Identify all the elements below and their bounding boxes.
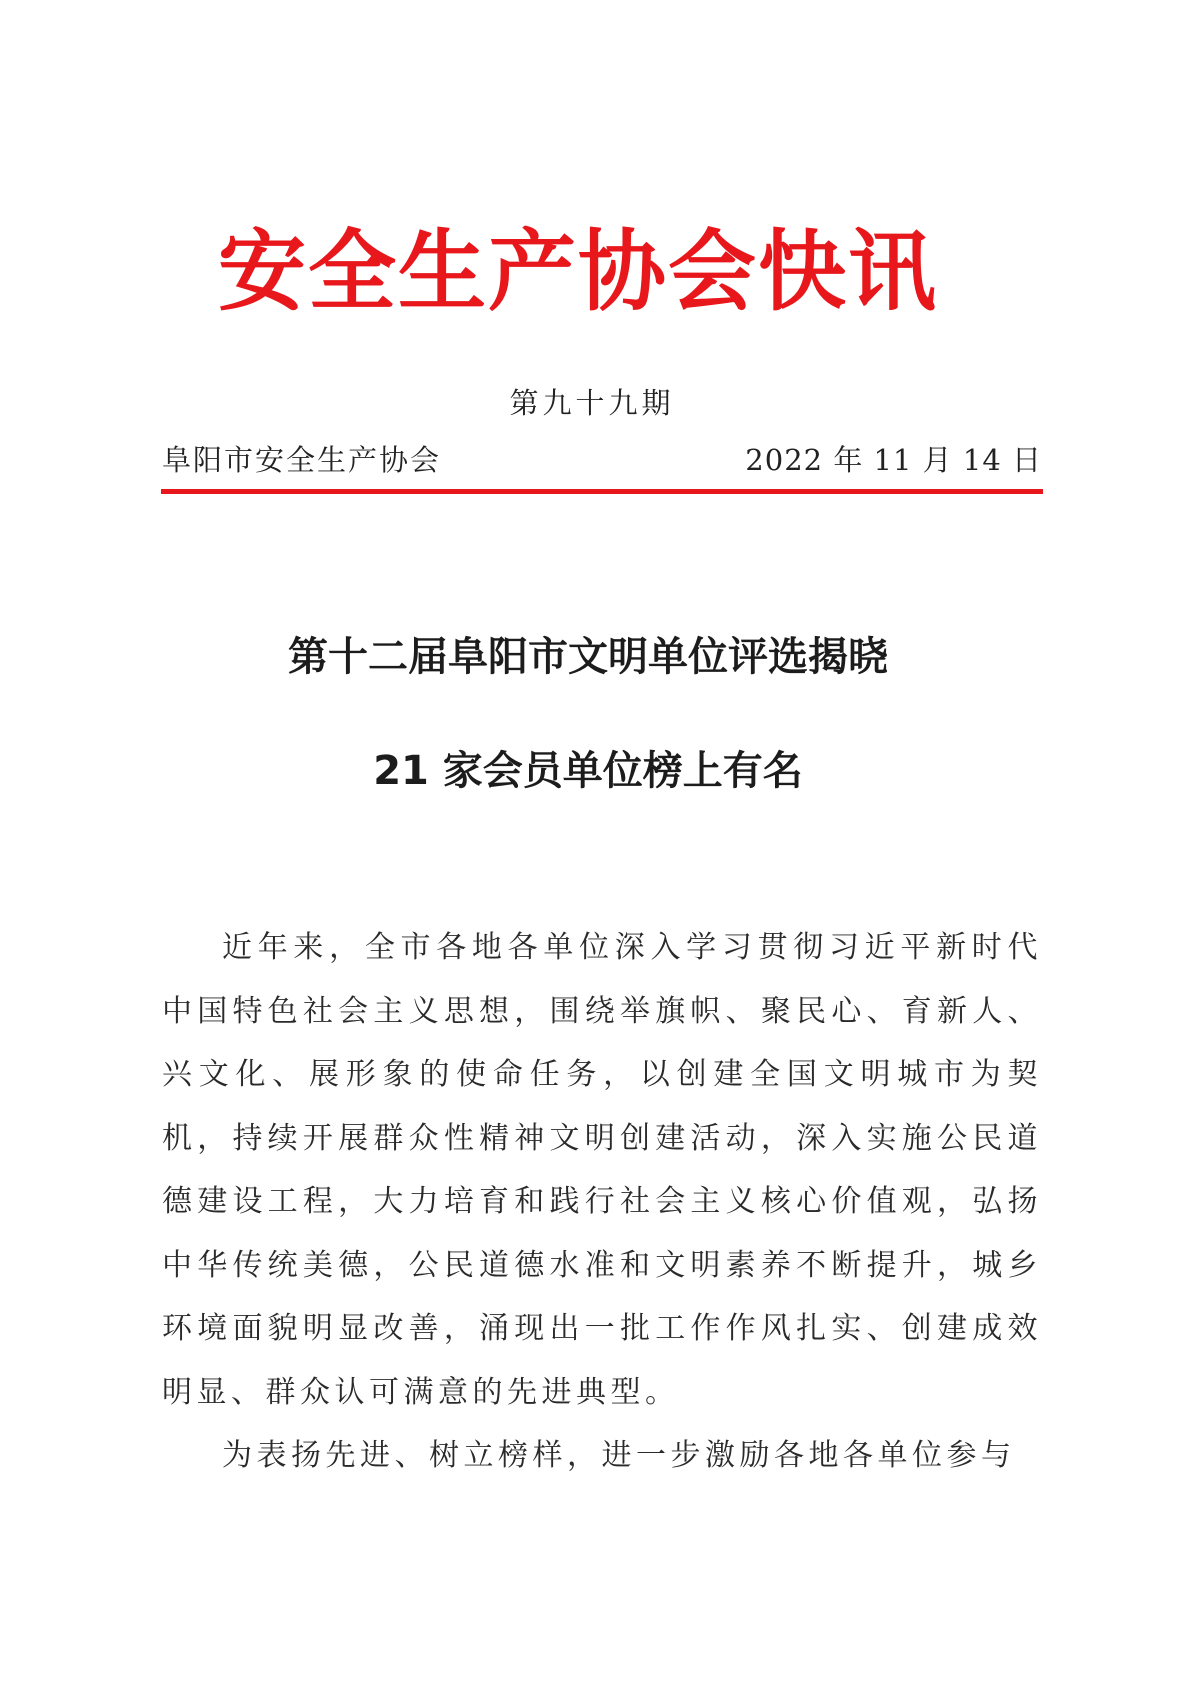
headline-line-1: 第十二届阜阳市文明单位评选揭晓	[288, 634, 888, 680]
issue-number: 第九十九期	[509, 386, 675, 420]
headline-line-2: 21 家会员单位榜上有名	[373, 748, 803, 794]
body-paragraph-1: 近年来，全市各地各单位深入学习贯彻习近平新时代中国特色社会主义思想，围绕举旗帜、聚民心、育新人、兴文化、展形象的使命任务，以创建全国文明城市为契机，持续开展群众性精神文明创建活动，深入实施公民道德建设工程，大力培育和践行社会主义核心价值观，弘扬中华传统美德，公民道德水准和文明素养不断提升，城乡环境面貌明显改善，涌现出一批工作作风扎实、创建成效明显、群众认可满意的先进典型。	[162, 930, 1042, 1410]
article-body	[162, 916, 1042, 1488]
meta-row	[162, 442, 1042, 478]
red-divider	[161, 489, 1043, 494]
publisher-name: 阜阳市安全生产协会	[162, 443, 442, 477]
masthead-title: 安全生产协会快讯	[217, 220, 938, 323]
body-paragraph-2: 为表扬先进、树立榜样，进一步激励各地各单位参与	[222, 1438, 1016, 1473]
publish-date: 2022 年 11 月 14 日	[745, 443, 1042, 477]
